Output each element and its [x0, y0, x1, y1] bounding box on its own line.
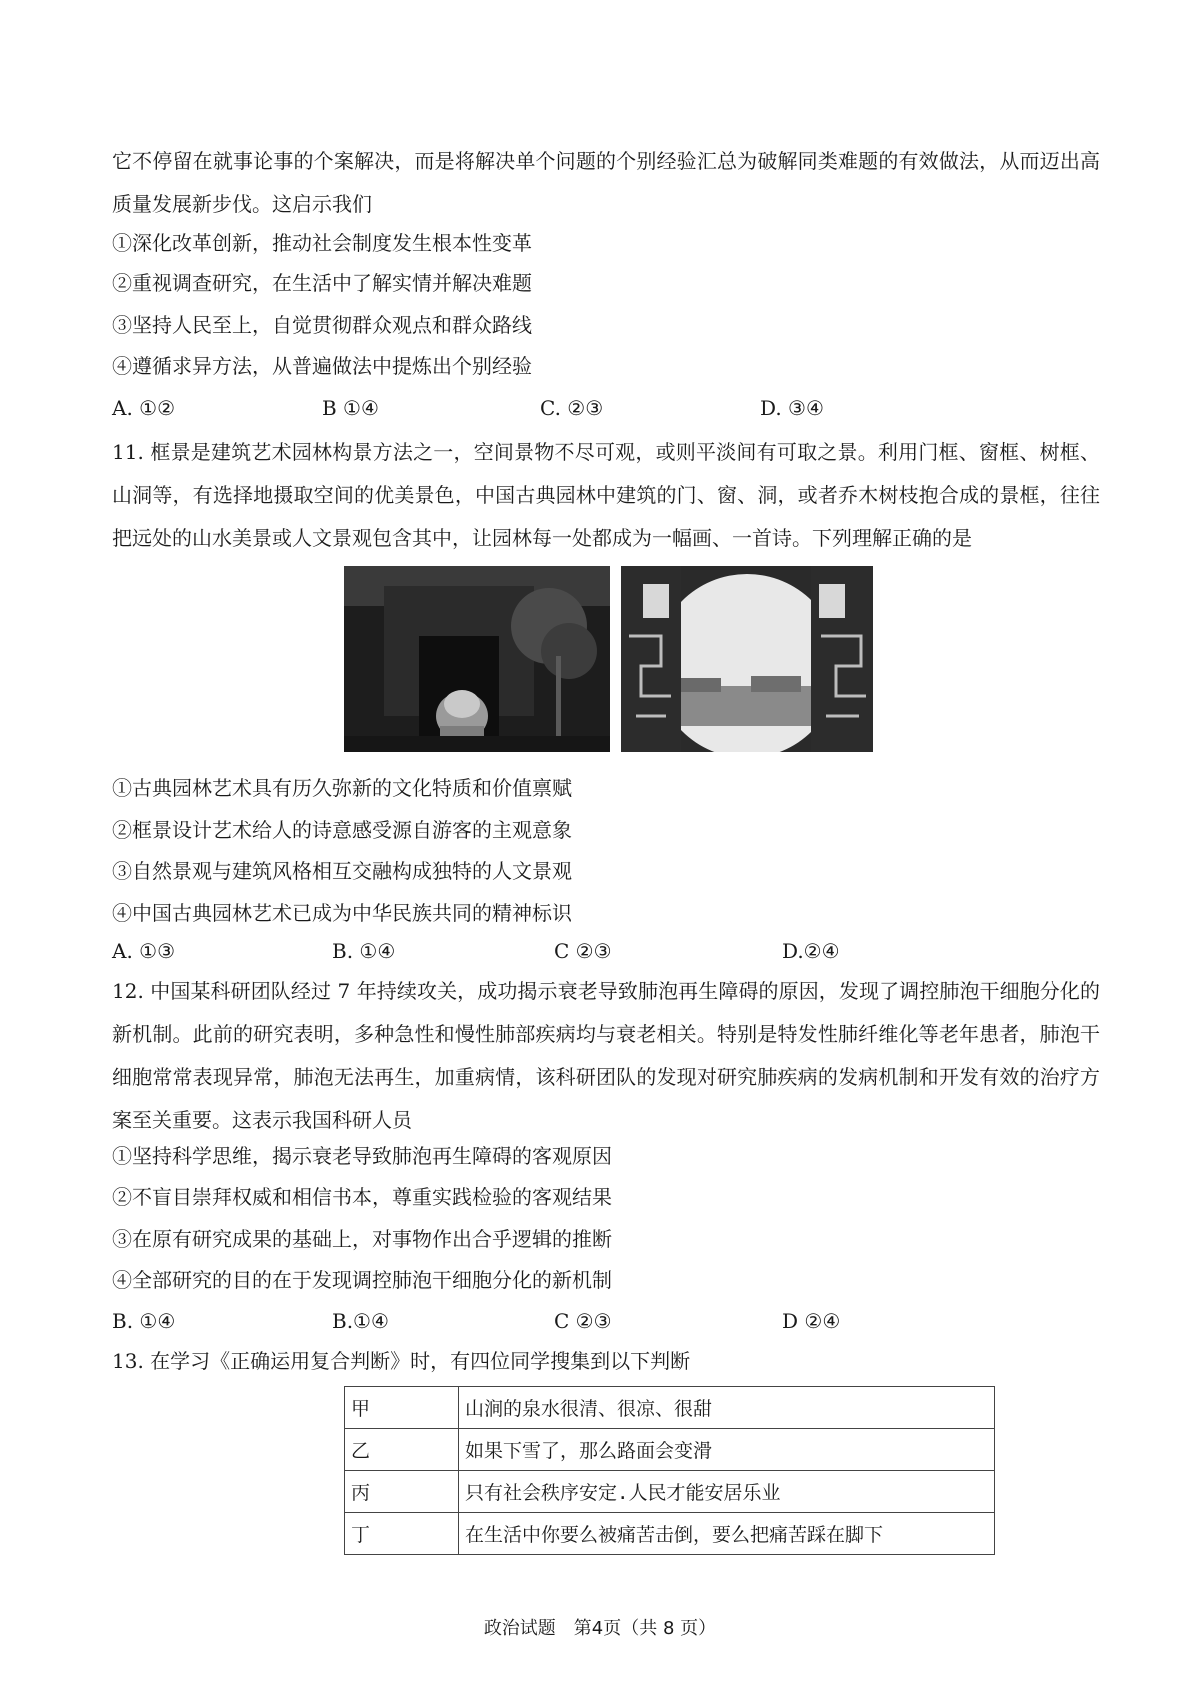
table-row	[345, 1429, 995, 1471]
table-cell-key: 丁	[345, 1513, 459, 1555]
q12-stem: 12. 中国某科研团队经过 7 年持续攻关，成功揭示衰老导致肺泡再生障碍的原因，发现了调控肺泡干细胞分化的新机制。此前的研究表明，多种急性和慢性肺部疾病均与衰老相关。特别是特发性肺纤维化等老年患者，肺泡干细胞常常表现异常，肺泡无法再生，加重病情，该科研团队的发现对研究肺疾病的发病机制和开发有效的治疗方案至关重要。这表示我国科研人员	[112, 979, 1100, 1132]
table-cell-key: 乙	[345, 1429, 459, 1471]
q12-choices	[112, 1306, 1100, 1336]
q11-option-2: ②框景设计艺术给人的诗意感受源自游客的主观意象	[112, 818, 572, 842]
q10-choice-b: B ①④	[322, 396, 379, 420]
garden-photo-doorway	[344, 566, 610, 752]
q12-choice-d: D ②④	[782, 1309, 841, 1333]
table-cell-key: 丙	[345, 1471, 459, 1513]
table-cell-value: 山涧的泉水很清、很凉、很甜	[459, 1387, 995, 1429]
q11-stem: 11. 框景是建筑艺术园林构景方法之一，空间景物不尽可观，或则平淡间有可取之景。利用门框、窗框、树框、山洞等，有选择地摄取空间的优美景色，中国古典园林中建筑的门、窗、洞，或者乔木树枝抱合成的景框，往往把远处的山水美景或人文景观包含其中，让园林每一处都成为一幅画、一首诗。下列理解正确的是	[112, 440, 1100, 550]
judgment-table	[344, 1386, 995, 1555]
table-row	[345, 1471, 995, 1513]
q10-choice-a: A. ①②	[112, 396, 176, 420]
q12-choice-c: C ②③	[554, 1309, 612, 1333]
q11-choice-c: C ②③	[554, 939, 612, 963]
q11-option-3: ③自然景观与建筑风格相互交融构成独特的人文景观	[112, 859, 572, 883]
table-cell-key: 甲	[345, 1387, 459, 1429]
q10-choices	[112, 393, 1100, 423]
q11-option-4: ④中国古典园林艺术已成为中华民族共同的精神标识	[112, 901, 572, 925]
q10-option-2: ②重视调查研究，在生活中了解实情并解决难题	[112, 271, 532, 295]
q13-stem: 13. 在学习《正确运用复合判断》时，有四位同学搜集到以下判断	[112, 1349, 691, 1373]
q10-option-1: ①深化改革创新，推动社会制度发生根本性变革	[112, 231, 532, 255]
table-row	[345, 1387, 995, 1429]
q12-choice-b: B.①④	[332, 1309, 389, 1333]
q11-choice-d: D.②④	[782, 939, 840, 963]
q10-choice-c: C. ②③	[540, 396, 604, 420]
q10-stem: 它不停留在就事论事的个案解决，而是将解决单个问题的个别经验汇总为破解同类难题的有效做法，从而迈出高质量发展新步伐。这启示我们	[112, 149, 1100, 216]
q10-choice-d: D. ③④	[760, 396, 824, 420]
q11-option-1: ①古典园林艺术具有历久弥新的文化特质和价值禀赋	[112, 776, 572, 800]
q11-choice-b: B. ①④	[332, 939, 396, 963]
table-cell-value: 只有社会秩序安定.人民才能安居乐业	[459, 1471, 995, 1513]
q11-choice-a: A. ①③	[112, 939, 176, 963]
table-cell-value: 如果下雪了，那么路面会变滑	[459, 1429, 995, 1471]
table-row	[345, 1513, 995, 1555]
q12-choice-a: B. ①④	[112, 1309, 176, 1333]
q12-option-3: ③在原有研究成果的基础上，对事物作出合乎逻辑的推断	[112, 1227, 612, 1251]
table-cell-value: 在生活中你要么被痛苦击倒，要么把痛苦踩在脚下	[459, 1513, 995, 1555]
q12-option-2: ②不盲目崇拜权威和相信书本，尊重实践检验的客观结果	[112, 1185, 612, 1209]
q10-option-4: ④遵循求异方法，从普遍做法中提炼出个别经验	[112, 354, 532, 378]
garden-photo-window	[621, 566, 873, 752]
page-footer: 政治试题 第4页（共 8 页）	[483, 1618, 717, 1639]
q12-option-4: ④全部研究的目的在于发现调控肺泡干细胞分化的新机制	[112, 1268, 612, 1292]
q11-choices	[112, 936, 1100, 966]
q10-option-3: ③坚持人民至上，自觉贯彻群众观点和群众路线	[112, 313, 532, 337]
q12-option-1: ①坚持科学思维，揭示衰老导致肺泡再生障碍的客观原因	[112, 1144, 612, 1168]
